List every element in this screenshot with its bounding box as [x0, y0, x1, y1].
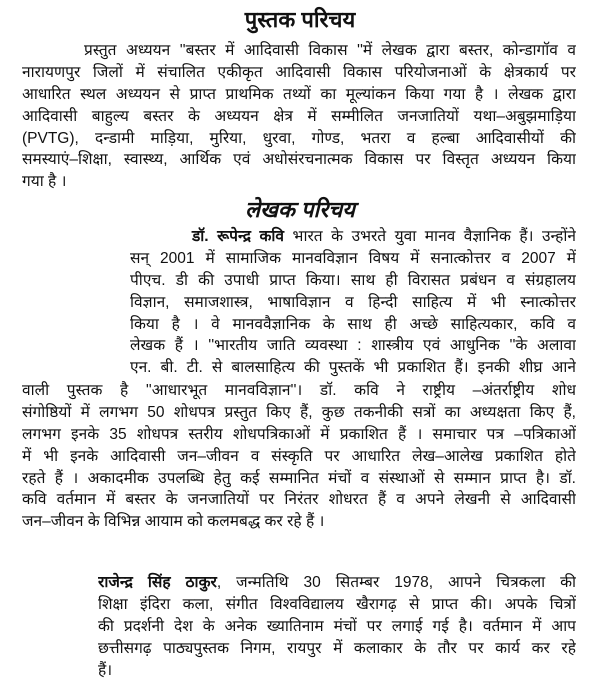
text-line: (PVTG), दन्डामी माड़िया, मुरिया, धुरवा, गोण्ड, भतरा व हल्बा आदिवासीयों की — [22, 129, 576, 147]
text-line: किया है । वे मानववैज्ञानिक के साथ ही अच्छे साहित्यकार, कवि व — [130, 315, 576, 333]
text-line: एन. बी. टी. से बालसाहित्य की पुस्तकें भी प्रकाशित हैं। इनकी शीघ्र आने — [130, 359, 576, 377]
text-line — [98, 572, 576, 594]
text-line: लेखक हैं । ''भारतीय जाति व्यवस्था : शास्त्रीय एवं आधुनिक ''के अलावा — [130, 337, 576, 355]
book-intro-heading: पुस्तक परिचय — [244, 7, 356, 32]
text-line: हैं। — [98, 661, 113, 679]
author-intro-paragraph-full — [22, 380, 576, 533]
text-line: कवि वर्तमान में बस्तर के जनजातियों पर निरंतर शोधरत हैं व अपने लेखनी से आदिवासी — [22, 491, 576, 509]
text-line: में भी इनके आदिवासी जन–जीवन व संस्कृति पर आधारित लेख–आलेख प्रकाशित होते — [22, 447, 576, 465]
text-line: की प्रदर्शनी देश के अनेक ख्यातिनाम मंचों पर लगाई गई है। वर्तमान में आप — [98, 617, 576, 635]
text-line: पीएच. डी की उपाधी प्राप्त किया। साथ ही विरासत प्रबंधन व संग्रहालय — [130, 271, 576, 289]
text-line: सन् 2001 में सामाजिक मानवविज्ञान विषय में सनात्कोत्तर व 2007 में — [130, 249, 576, 267]
text-line: समस्याएं–शिक्षा, स्वास्थ्य, आर्थिक एवं अधोसंरचनात्मक विकास पर विस्तृत अध्ययन किया — [22, 151, 576, 169]
text-line: नारायणपुर जिलों में संचालित एकीकृत आदिवासी विकास परियोजनाओं के क्षेत्रकार्य पर — [22, 63, 576, 81]
text-line: संगोष्ठियों में लगभग 50 शोधपत्र प्रस्तुत किए हैं, कुछ तकनीकी सत्रों का अध्यक्षता किए हैं, — [22, 403, 576, 421]
text-line: विज्ञान, समाजशास्त्र, भाषाविज्ञान व हिन्दी साहित्य में भी स्नात्कोत्तर — [130, 293, 576, 311]
text-line: शिक्षा इंदिरा कला, संगीत विश्वविद्यालय खैरागढ़ से प्राप्त की। अपके चित्रों — [98, 595, 576, 613]
illustrator-intro-paragraph — [98, 572, 576, 681]
text-line — [130, 226, 576, 248]
text-line: आदिवासी बाहुल्य बस्तर के अध्ययन क्षेत्र में सम्मीलित जनजातियों यथा–अबुझमाड़िया — [22, 107, 576, 125]
author-intro-heading: लेखक परिचय — [245, 197, 355, 222]
text-span: , जन्मतिथि 30 सितम्बर 1978, आपने चित्रकला की — [216, 574, 576, 591]
text-line: आधारित स्थल अध्ययन से प्राप्त प्राथमिक तथ्यों का मूल्यांकन किया गया है । लेखक द्वारा — [22, 85, 576, 103]
text-span: भारत के उभरते युवा मानव वैज्ञानिक हैं। उन्होंने — [284, 228, 576, 245]
illustrator-name: राजेन्द्र सिंह ठाकुर — [98, 574, 217, 591]
text-line: लगभग इनके 35 शोधपत्र स्तरीय शोधपत्रिकाओं में प्रकाशित हैं । समाचार पत्र –पत्रिकाओं — [22, 425, 576, 443]
text-line: छत्तीसगढ़ पाठ्यपुस्तक निगम, रायपुर में कलाकार के तौर पर कार्य कर रहे — [98, 639, 576, 657]
text-line: प्रस्तुत अध्ययन ''बस्तर में आदिवासी विकास ''में लेखक द्वारा बस्तर, कोन्डागॉव व — [84, 42, 576, 59]
text-line: जन–जीवन के विभिन्न आयाम को कलमबद्ध कर रहे हैं । — [22, 513, 325, 531]
text-line: वाली पुस्तक है ''आधारभूत मानवविज्ञान''। डॉ. कवि ने राष्ट्रीय –अंतर्राष्ट्रीय शोध — [22, 382, 576, 399]
author-name: डॉ. रूपेन्द्र कवि — [192, 228, 285, 245]
book-intro-paragraph — [22, 40, 576, 193]
author-intro-paragraph-indented — [130, 226, 576, 379]
text-line: गया है । — [22, 173, 67, 191]
text-line: रहते हैं । अकादमीक उपलब्धि हेतु कई सम्मानित मंचों व संस्थाओं से सम्मान प्राप्त है। डॉ. — [22, 469, 576, 487]
